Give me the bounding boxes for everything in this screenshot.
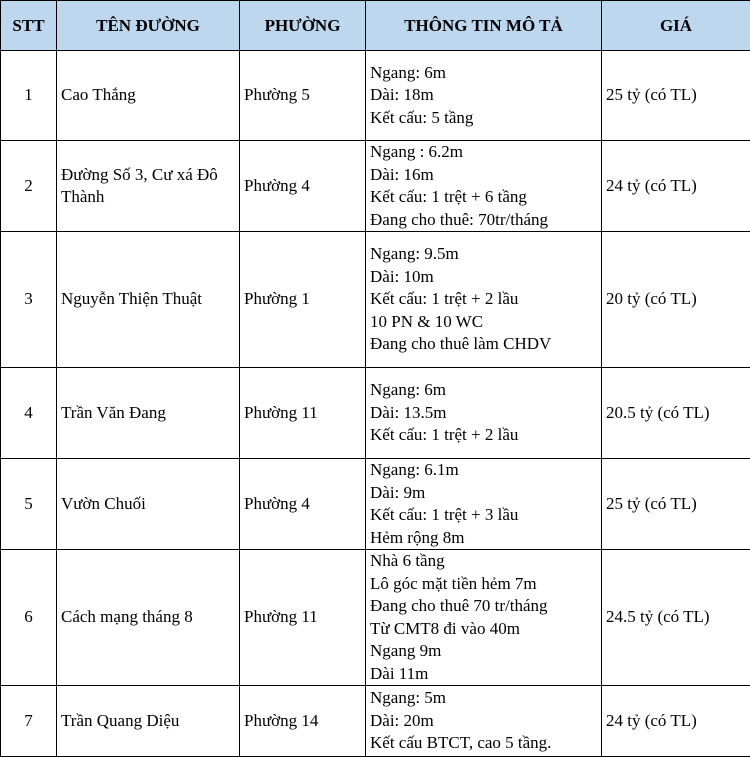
street-name: Đường Số 3, Cư xá Đô Thành xyxy=(57,141,240,232)
row-number: 5 xyxy=(1,459,57,550)
description-cell xyxy=(366,368,602,459)
description-cell xyxy=(366,232,602,368)
street-name: Trần Quang Diệu xyxy=(57,686,240,757)
street-name: Trần Văn Đang xyxy=(57,368,240,459)
table-row xyxy=(1,232,750,368)
ward-name: Phường 5 xyxy=(240,51,366,141)
description-cell xyxy=(366,141,602,232)
description-line: Đang cho thuê 70 tr/tháng xyxy=(370,596,548,615)
street-name: Cách mạng tháng 8 xyxy=(57,550,240,686)
description-line: Ngang: 6m xyxy=(370,62,447,82)
description-cell xyxy=(366,550,602,686)
header-ward: PHƯỜNG xyxy=(240,1,366,51)
header-row xyxy=(1,1,750,51)
description-line: Dài: 20m xyxy=(370,710,434,730)
description-line: Ngang: 6.1m xyxy=(370,460,459,479)
description-line: Kết cấu: 1 trệt + 2 lầu xyxy=(370,289,519,309)
description-line: Hẻm rộng 8m xyxy=(370,527,465,547)
description-cell xyxy=(366,686,602,757)
street-name: Nguyễn Thiện Thuật xyxy=(57,232,240,368)
row-number: 1 xyxy=(1,51,57,141)
description-line: Dài: 10m xyxy=(370,266,434,286)
ward-name: Phường 14 xyxy=(240,686,366,757)
description-line: Dài 11m xyxy=(370,663,429,683)
header-stt: STT xyxy=(1,1,57,51)
ward-name: Phường 11 xyxy=(240,368,366,459)
description-line: Ngang: 6m xyxy=(370,380,447,400)
table-row xyxy=(1,51,750,141)
description-line: Đang cho thuê: 70tr/tháng xyxy=(370,209,548,229)
description-line: Ngang : 6.2m xyxy=(370,142,464,161)
price: 24.5 tỷ (có TL) xyxy=(602,550,750,686)
description-line: Từ CMT8 đi vào 40m xyxy=(370,618,520,638)
description-cell xyxy=(366,51,602,141)
header-street: TÊN ĐƯỜNG xyxy=(57,1,240,51)
description-line: Dài: 9m xyxy=(370,482,426,502)
price: 20 tỷ (có TL) xyxy=(602,232,750,368)
description-line: Kết cấu BTCT, cao 5 tầng. xyxy=(370,733,552,753)
description-line: Ngang: 9.5m xyxy=(370,244,459,264)
description-line: Đang cho thuê làm CHDV xyxy=(370,334,552,354)
price: 25 tỷ (có TL) xyxy=(602,51,750,141)
table-row xyxy=(1,459,750,550)
price: 25 tỷ (có TL) xyxy=(602,459,750,550)
row-number: 2 xyxy=(1,141,57,232)
ward-name: Phường 11 xyxy=(240,550,366,686)
ward-name: Phường 4 xyxy=(240,459,366,550)
description-line: Kết cấu: 1 trệt + 6 tầng xyxy=(370,187,527,206)
description-line: 10 PN & 10 WC xyxy=(370,311,484,331)
price: 20.5 tỷ (có TL) xyxy=(602,368,750,459)
row-number: 7 xyxy=(1,686,57,757)
ward-name: Phường 4 xyxy=(240,141,366,232)
description-line: Kết cấu: 1 trệt + 3 lầu xyxy=(370,505,519,524)
description-line: Nhà 6 tầng xyxy=(370,551,445,570)
description-line: Ngang: 5m xyxy=(370,688,447,708)
table-row xyxy=(1,686,750,757)
row-number: 3 xyxy=(1,232,57,368)
description-cell xyxy=(366,459,602,550)
table-row xyxy=(1,141,750,232)
description-line: Kết cấu: 5 tầng xyxy=(370,107,474,127)
row-number: 6 xyxy=(1,550,57,686)
description-line: Kết cấu: 1 trệt + 2 lầu xyxy=(370,425,519,445)
street-name: Vườn Chuối xyxy=(57,459,240,550)
table-row xyxy=(1,550,750,686)
ward-name: Phường 1 xyxy=(240,232,366,368)
table-row xyxy=(1,368,750,459)
price: 24 tỷ (có TL) xyxy=(602,686,750,757)
description-line: Lô góc mặt tiền hẻm 7m xyxy=(370,573,537,593)
description-line: Dài: 18m xyxy=(370,85,434,105)
price: 24 tỷ (có TL) xyxy=(602,141,750,232)
description-line: Dài: 16m xyxy=(370,164,434,184)
description-line: Dài: 13.5m xyxy=(370,402,447,422)
header-price: GIÁ xyxy=(602,1,750,51)
row-number: 4 xyxy=(1,368,57,459)
header-description: THÔNG TIN MÔ TẢ xyxy=(366,1,602,51)
street-name: Cao Thắng xyxy=(57,51,240,141)
description-line: Ngang 9m xyxy=(370,641,442,660)
